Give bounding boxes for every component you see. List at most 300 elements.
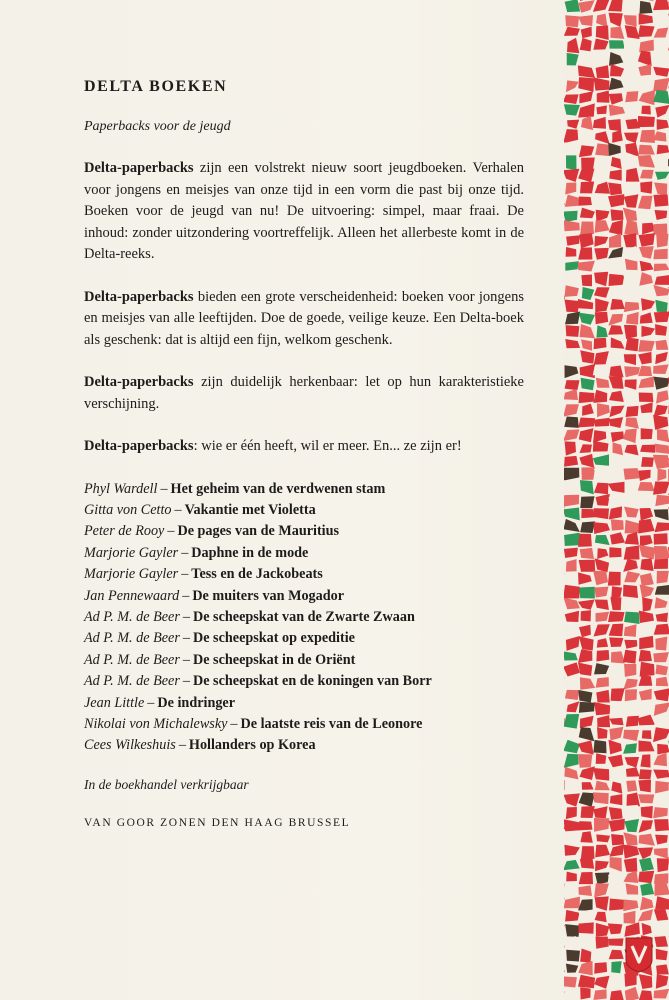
mosaic-tile xyxy=(610,990,624,1000)
mosaic-tile xyxy=(608,886,621,895)
mosaic-tile xyxy=(640,312,653,323)
mosaic-tile xyxy=(625,25,640,39)
mosaic-tile xyxy=(653,796,669,804)
mosaic-tile xyxy=(593,430,606,443)
title-list-item xyxy=(84,500,524,521)
mosaic-tile xyxy=(578,975,595,988)
red-delta-shield-icon xyxy=(624,936,654,974)
mosaic-tile xyxy=(613,442,624,455)
mosaic-tile xyxy=(641,457,654,467)
mosaic-tile xyxy=(625,987,639,1000)
mosaic-tile xyxy=(594,702,610,715)
mosaic-tile xyxy=(640,261,654,272)
mosaic-tile xyxy=(579,792,595,806)
mosaic-tile xyxy=(639,675,653,686)
title-author: Ad P. M. de Beer xyxy=(84,630,180,647)
mosaic-tile xyxy=(597,548,608,559)
mosaic-tile xyxy=(609,950,624,960)
mosaic-tile xyxy=(595,53,608,64)
mosaic-tile xyxy=(593,454,609,465)
mosaic-tile xyxy=(625,418,639,429)
mosaic-tile xyxy=(609,819,625,832)
mosaic-tile xyxy=(578,740,594,754)
blurb-paragraph-4 xyxy=(84,436,524,458)
mosaic-tile xyxy=(564,767,578,780)
mosaic-tile xyxy=(657,119,669,130)
mosaic-tile xyxy=(565,195,580,207)
mosaic-tile xyxy=(609,702,624,715)
mosaic-tile xyxy=(655,781,669,794)
title-book: Het geheim van de verdwenen stam xyxy=(170,480,386,497)
mosaic-tile xyxy=(578,922,593,933)
mosaic-tile xyxy=(579,454,594,468)
mosaic-tile xyxy=(639,393,654,403)
mosaic-tile xyxy=(640,508,654,521)
mosaic-tile xyxy=(655,495,669,506)
mosaic-tile xyxy=(594,883,609,897)
mosaic-tile xyxy=(641,428,653,439)
mosaic-tile xyxy=(578,418,595,428)
mosaic-tile xyxy=(641,806,653,818)
mosaic-tile xyxy=(653,753,667,766)
mosaic-tile xyxy=(596,677,609,688)
mosaic-tile xyxy=(581,846,595,859)
mosaic-tile xyxy=(564,456,578,467)
mosaic-tile xyxy=(579,313,595,325)
blurb-text-1: zijn een volstrekt nieuw soort jeugdboeken. Verhalen voor jongens en meisjes van onze tijd in een vorm die past bij onze tijd. Boeken voor de jeugd van nu! De uitvoering: simpel, maar fraai. De inhoud: zonder uitzondering voortreffelijk. Alleen het allerbeste komt in de Delta-reeks. xyxy=(84,160,524,262)
mosaic-tile xyxy=(593,948,608,962)
mosaic-tile xyxy=(564,195,565,210)
mosaic-tile xyxy=(653,807,668,818)
mosaic-tile xyxy=(654,377,669,390)
title-book: De laatste reis van de Leonore xyxy=(240,715,423,732)
mosaic-tile xyxy=(654,873,668,884)
mosaic-tile xyxy=(625,259,638,270)
mosaic-tile xyxy=(595,131,610,144)
title-separator: – xyxy=(182,673,190,690)
mosaic-tile xyxy=(655,352,668,364)
mosaic-tile xyxy=(654,312,669,323)
mosaic-pattern xyxy=(564,0,669,1000)
mosaic-tile xyxy=(654,546,669,560)
mosaic-tile xyxy=(566,247,577,257)
mosaic-tile xyxy=(654,819,669,831)
mosaic-tile xyxy=(610,64,624,77)
mosaic-tile xyxy=(609,494,623,505)
mosaic-tile xyxy=(654,264,669,272)
mosaic-tile xyxy=(626,156,640,168)
mosaic-tile xyxy=(593,198,608,207)
mosaic-tile xyxy=(639,820,654,833)
mosaic-tile xyxy=(579,625,591,638)
mosaic-tile xyxy=(564,691,565,700)
mosaic-tile xyxy=(595,220,610,233)
mosaic-tile xyxy=(640,754,650,767)
mosaic-tile xyxy=(638,470,651,481)
series-subtitle: Paperbacks voor de jeugd xyxy=(84,119,231,134)
mosaic-tile xyxy=(638,482,655,491)
mosaic-tile xyxy=(655,275,669,285)
mosaic-tile xyxy=(567,678,579,686)
mosaic-tile xyxy=(655,324,667,336)
mosaic-tile xyxy=(565,339,580,348)
title-list-item xyxy=(84,693,524,714)
mosaic-tile xyxy=(653,455,669,469)
title-author: Jan Pennewaard xyxy=(84,587,180,604)
mosaic-tile xyxy=(596,690,610,703)
mosaic-tile xyxy=(624,366,640,377)
mosaic-tile xyxy=(580,182,594,194)
mosaic-tile xyxy=(594,77,610,90)
mosaic-tile xyxy=(639,858,654,872)
mosaic-tile xyxy=(611,469,622,481)
mosaic-tile xyxy=(566,559,577,572)
mosaic-tile xyxy=(639,233,655,247)
mosaic-tile xyxy=(595,535,610,545)
mosaic-tile xyxy=(609,417,623,428)
mosaic-tile xyxy=(656,613,668,622)
mosaic-tile xyxy=(610,857,622,872)
mosaic-tile xyxy=(625,532,639,545)
title-separator: – xyxy=(181,566,189,583)
mosaic-tile xyxy=(656,340,669,350)
mosaic-tile xyxy=(611,782,622,794)
mosaic-tile xyxy=(578,299,593,309)
mosaic-tile xyxy=(638,64,651,76)
mosaic-tile xyxy=(595,912,607,923)
mosaic-tile xyxy=(639,689,652,701)
mosaic-tile xyxy=(596,923,610,937)
mosaic-tile xyxy=(611,337,625,348)
mosaic-tile xyxy=(624,468,640,480)
mosaic-tile xyxy=(579,428,594,442)
mosaic-tile xyxy=(594,351,609,365)
mosaic-tile xyxy=(578,899,593,911)
mosaic-tile xyxy=(564,468,579,481)
mosaic-tile xyxy=(564,480,580,494)
mosaic-tile xyxy=(609,391,624,402)
mosaic-tile xyxy=(655,597,668,608)
mosaic-tile xyxy=(611,586,622,598)
mosaic-tile xyxy=(581,806,595,818)
mosaic-tile xyxy=(579,560,596,572)
mosaic-tile xyxy=(594,468,609,478)
mosaic-tile xyxy=(581,339,592,350)
mosaic-tile xyxy=(654,28,669,38)
title-author: Ad P. M. de Beer xyxy=(84,651,180,668)
mosaic-tile xyxy=(609,624,624,637)
mosaic-tile xyxy=(579,937,591,949)
mosaic-tile xyxy=(596,834,610,842)
title-book: Daphne in de mode xyxy=(191,544,309,561)
mosaic-tile xyxy=(638,116,655,127)
mosaic-tile xyxy=(609,13,623,27)
mosaic-tile xyxy=(594,976,609,989)
mosaic-tile xyxy=(593,768,609,781)
title-separator: – xyxy=(167,523,175,540)
mosaic-tile xyxy=(642,223,655,235)
mosaic-tile xyxy=(580,222,594,235)
mosaic-tile xyxy=(593,39,608,50)
mosaic-tile xyxy=(608,194,624,207)
mosaic-tile xyxy=(638,780,651,793)
mosaic-tile xyxy=(626,767,640,777)
mosaic-tile xyxy=(640,626,653,638)
mosaic-tile xyxy=(610,597,621,610)
mosaic-tile xyxy=(639,636,653,649)
mosaic-tile xyxy=(608,482,625,493)
mosaic-tile xyxy=(640,170,654,179)
mosaic-tile xyxy=(579,145,594,157)
mosaic-tile xyxy=(578,909,595,922)
mosaic-tile xyxy=(610,794,622,805)
mosaic-tile xyxy=(579,233,593,248)
mosaic-tile xyxy=(564,169,579,182)
mosaic-tile xyxy=(638,209,654,221)
mosaic-tile xyxy=(593,0,610,12)
mosaic-tile xyxy=(623,832,637,846)
mosaic-tile xyxy=(579,587,595,599)
mosaic-tile xyxy=(624,819,639,832)
blurb-paragraph-2 xyxy=(84,287,524,352)
mosaic-tile xyxy=(593,792,609,804)
mosaic-tile xyxy=(609,105,625,116)
mosaic-tile xyxy=(654,989,669,999)
mosaic-tile xyxy=(640,584,655,598)
mosaic-tile xyxy=(596,26,609,41)
mosaic-tile xyxy=(611,651,625,663)
mosaic-tile xyxy=(565,365,579,378)
mosaic-tile xyxy=(653,285,669,296)
mosaic-tile xyxy=(654,715,668,729)
mosaic-tile xyxy=(626,406,639,417)
mosaic-tile xyxy=(640,535,653,547)
mosaic-tile xyxy=(624,546,640,560)
mosaic-tile xyxy=(564,94,579,104)
mosaic-tile xyxy=(581,27,592,39)
mosaic-tile xyxy=(653,415,668,430)
mosaic-tile xyxy=(579,392,595,403)
mosaic-tile xyxy=(626,168,640,182)
mosaic-tile xyxy=(593,740,606,753)
mosaic-tile xyxy=(580,364,595,378)
mosaic-tile xyxy=(653,78,669,92)
mosaic-tile xyxy=(594,418,610,427)
mosaic-tile xyxy=(624,39,636,52)
mosaic-tile xyxy=(564,220,580,231)
mosaic-tile xyxy=(580,677,595,689)
mosaic-tile xyxy=(578,534,592,547)
mosaic-tile xyxy=(578,168,594,182)
mosaic-tile xyxy=(611,209,624,220)
blurb-text-4: : wie er één heeft, wil er meer. En... ze zijn er! xyxy=(193,438,462,454)
mosaic-tile xyxy=(593,117,606,129)
mosaic-tile xyxy=(564,211,578,222)
mosaic-tile xyxy=(566,807,577,819)
mosaic-tile xyxy=(565,441,576,455)
mosaic-tile xyxy=(564,548,578,558)
title-separator: – xyxy=(182,587,190,604)
mosaic-tile xyxy=(566,886,580,896)
title-author: Jean Little xyxy=(84,694,145,711)
mosaic-tile xyxy=(609,52,623,66)
mosaic-tile xyxy=(624,325,637,339)
mosaic-tile xyxy=(657,145,669,154)
mosaic-tile xyxy=(624,911,636,924)
mosaic-tile xyxy=(639,272,653,286)
mosaic-tile xyxy=(653,90,669,104)
title-book: De scheepskat in de Oriënt xyxy=(192,651,356,668)
mosaic-tile xyxy=(624,974,636,987)
mosaic-tile xyxy=(564,923,565,936)
title-book: Hollanders op Korea xyxy=(188,737,316,754)
mosaic-tile xyxy=(566,235,580,245)
title-list-item xyxy=(84,735,524,756)
mosaic-tile xyxy=(623,275,638,287)
mosaic-tile xyxy=(642,288,655,297)
mosaic-tile xyxy=(596,14,607,28)
mosaic-tile xyxy=(612,130,623,143)
mosaic-tile xyxy=(640,445,655,453)
mosaic-tile xyxy=(623,650,637,664)
mosaic-tile xyxy=(653,364,669,374)
mosaic-tile xyxy=(610,675,624,687)
mosaic-tile xyxy=(623,208,637,222)
mosaic-tile xyxy=(578,649,592,663)
mosaic-tile xyxy=(641,326,655,337)
mosaic-tile xyxy=(624,79,639,91)
mosaic-tile xyxy=(624,181,639,196)
mosaic-tile xyxy=(654,509,669,520)
mosaic-tile xyxy=(578,961,592,976)
mosaic-tile xyxy=(578,261,595,272)
mosaic-tile xyxy=(640,496,652,506)
mosaic-tile xyxy=(564,987,565,998)
mosaic-tile xyxy=(581,378,595,391)
mosaic-tile xyxy=(596,65,610,78)
mosaic-tile xyxy=(624,194,639,207)
mosaic-tile xyxy=(567,53,579,66)
mosaic-tile xyxy=(611,519,624,530)
mosaic-tile xyxy=(565,183,576,195)
mosaic-tile xyxy=(609,727,623,741)
mosaic-tile xyxy=(594,248,609,260)
mosaic-tile xyxy=(623,286,640,299)
title-author: Marjorie Gayler xyxy=(84,566,179,583)
mosaic-tile xyxy=(626,883,639,894)
mosaic-tile xyxy=(594,338,607,349)
title-separator: – xyxy=(230,715,238,732)
mosaic-tile xyxy=(580,444,593,453)
mosaic-tile xyxy=(640,181,652,193)
mosaic-tile xyxy=(594,287,610,298)
title-author: Phyl Wardell xyxy=(84,480,158,497)
mosaic-tile xyxy=(581,467,595,480)
mosaic-tile xyxy=(608,912,622,920)
mosaic-tile xyxy=(565,380,580,390)
mosaic-tile xyxy=(611,431,624,442)
mosaic-tile xyxy=(567,780,578,793)
mosaic-tile xyxy=(623,559,638,572)
mosaic-tile xyxy=(626,598,638,611)
mosaic-tile xyxy=(608,143,621,156)
mosaic-tile xyxy=(580,208,595,219)
mosaic-tile xyxy=(595,872,610,884)
title-list-item xyxy=(84,521,524,542)
mosaic-tile xyxy=(608,611,625,622)
mosaic-tile xyxy=(579,821,592,830)
mosaic-tile xyxy=(594,587,608,598)
title-list-item xyxy=(84,543,524,564)
mosaic-tile xyxy=(653,652,669,662)
title-author: Marjorie Gayler xyxy=(84,544,179,561)
mosaic-tile xyxy=(655,105,669,118)
mosaic-tile xyxy=(639,974,653,989)
mosaic-tile xyxy=(564,429,580,441)
mosaic-tile xyxy=(656,234,668,248)
mosaic-tile xyxy=(609,274,625,286)
mosaic-tile xyxy=(624,624,637,637)
mosaic-tile xyxy=(564,740,580,754)
series-title: DELTA BOEKEN xyxy=(84,78,228,95)
mosaic-tile xyxy=(623,679,637,690)
mosaic-tile xyxy=(567,701,580,712)
mosaic-tile xyxy=(564,598,580,610)
mosaic-tile xyxy=(640,558,653,571)
mosaic-tile xyxy=(638,794,654,803)
mosaic-tile xyxy=(623,246,638,259)
mosaic-tile xyxy=(564,286,565,299)
mosaic-tile xyxy=(595,143,609,156)
mosaic-tile xyxy=(608,872,623,884)
mosaic-tile xyxy=(654,909,669,921)
mosaic-tile xyxy=(579,130,592,144)
mosaic-tile xyxy=(654,703,669,716)
mosaic-tile xyxy=(642,730,652,739)
mosaic-tile xyxy=(655,172,669,180)
mosaic-tile xyxy=(653,249,667,260)
mosaic-tile xyxy=(593,441,609,452)
mosaic-tile xyxy=(624,664,636,677)
mosaic-tile xyxy=(608,119,621,131)
mosaic-tile xyxy=(609,899,625,911)
mosaic-tile xyxy=(653,67,669,77)
mosaic-tile xyxy=(565,624,578,637)
mosaic-tile xyxy=(624,571,640,582)
mosaic-tile xyxy=(565,15,579,27)
mosaic-tile xyxy=(564,417,579,428)
mosaic-tile xyxy=(639,702,654,712)
mosaic-tile xyxy=(564,519,580,532)
title-separator: – xyxy=(160,480,168,497)
mosaic-tile xyxy=(625,91,638,102)
mosaic-tile xyxy=(566,636,580,651)
mosaic-tile xyxy=(653,224,667,235)
title-separator: – xyxy=(174,501,182,518)
mosaic-tile xyxy=(567,38,579,53)
mosaic-tile xyxy=(610,559,624,571)
mosaic-tile xyxy=(639,90,655,105)
mosaic-tile xyxy=(611,455,624,468)
mosaic-tile xyxy=(639,990,653,1000)
mosaic-tile xyxy=(594,522,611,534)
mosaic-tile xyxy=(638,352,652,365)
mosaic-tile xyxy=(609,506,622,519)
mosaic-tile xyxy=(564,27,580,36)
mosaic-tile xyxy=(624,65,636,77)
mosaic-tile xyxy=(596,650,609,662)
title-book: De scheepskat en de koningen van Borr xyxy=(192,673,432,690)
